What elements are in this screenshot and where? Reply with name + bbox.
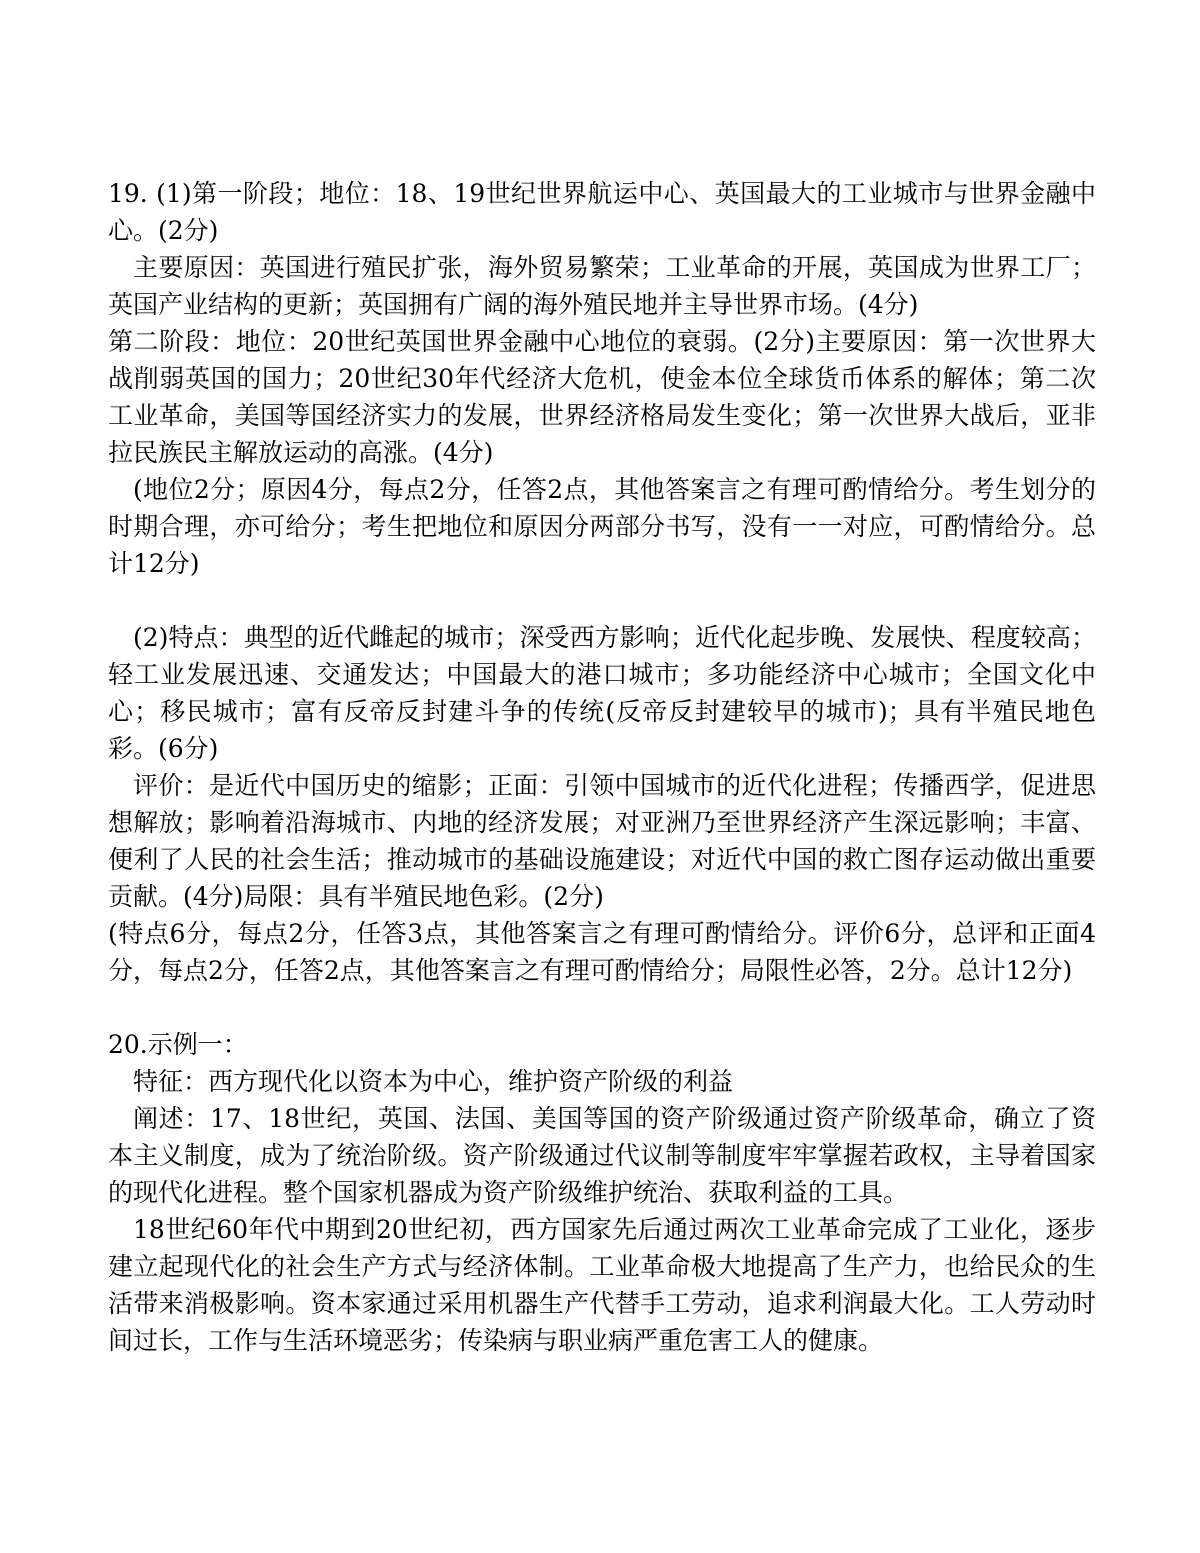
q20-elaboration: 阐述：17、18世纪，英国、法国、美国等国的资产阶级通过资产阶级革命，确立了资本主义制度，成为了统治阶级。资产阶级通过代议制等制度牢牢掌握若政权，主导着国家的现代化进程。整个国家机器成为资产阶级维护统治、获取利益的工具。: [108, 1104, 1096, 1207]
q19-part2-features: (2)特点：典型的近代雌起的城市；深受西方影响；近代化起步晚、发展快、程度较高；轻工业发展迅速、交通发达；中国最大的港口城市；多功能经济中心城市；全国文化中心；移民城市；富有反帝反封建斗争的传统(反帝反封建较早的城市)；具有半殖民地色彩。(6分): [108, 623, 1096, 763]
q20-industrial: 18世纪60年代中期到20世纪初，西方国家先后通过两次工业革命完成了工业化，逐步建立起现代化的社会生产方式与经济体制。工业革命极大地提高了生产力，也给民众的生活带来消极影响。资本家通过采用机器生产代替手工劳动，追求利润最大化。工人劳动时间过长，工作与生活环境恶劣；传染病与职业病严重危害工人的健康。: [108, 1215, 1096, 1355]
q19-part1-scoring: (地位2分；原因4分，每点2分，任答2点，其他答案言之有理可酌情给分。考生划分的时期合理，亦可给分；考生把地位和原因分两部分书写，没有一一对应，可酌情给分。总计12分): [108, 475, 1096, 578]
q19-part1-stage2: 第二阶段：地位：20世纪英国世界金融中心地位的衰弱。(2分)主要原因：第一次世界大战削弱英国的国力；20世纪30年代经济大危机，使金本位全球货币体系的解体；第二次工业革命，美国等国经济实力的发展，世界经济格局发生变化；第一次世界大战后，亚非拉民族民主解放运动的高涨。(4分): [108, 327, 1096, 467]
paragraph-gap: [108, 582, 1096, 619]
q19-part1-stage1: 19. (1)第一阶段；地位：18、19世纪世界航运中心、英国最大的工业城市与世界金融中心。(2分): [108, 179, 1096, 245]
q20-heading: 20.示例一：: [108, 1030, 248, 1059]
paragraph-gap: [108, 989, 1096, 1026]
answer-document: [108, 175, 1096, 1359]
q19-part2-scoring: (特点6分，每点2分，任答3点，其他答案言之有理可酌情给分。评价6分，总评和正面4分，每点2分，任答2点，其他答案言之有理可酌情给分；局限性必答，2分。总计12分): [108, 919, 1096, 985]
q20-feature: 特征：西方现代化以资本为中心，维护资产阶级的利益: [133, 1067, 734, 1096]
q19-part1-reason1: 主要原因：英国进行殖民扩张，海外贸易繁荣；工业革命的开展，英国成为世界工厂；英国产业结构的更新；英国拥有广阔的海外殖民地并主导世界市场。(4分): [108, 253, 1096, 319]
q19-part2-evaluation: 评价：是近代中国历史的缩影；正面：引领中国城市的近代化进程；传播西学，促进思想解放；影响着沿海城市、内地的经济发展；对亚洲乃至世界经济产生深远影响；丰富、便利了人民的社会生活；推动城市的基础设施建设；对近代中国的救亡图存运动做出重要贡献。(4分)局限：具有半殖民地色彩。(2分): [108, 771, 1096, 911]
